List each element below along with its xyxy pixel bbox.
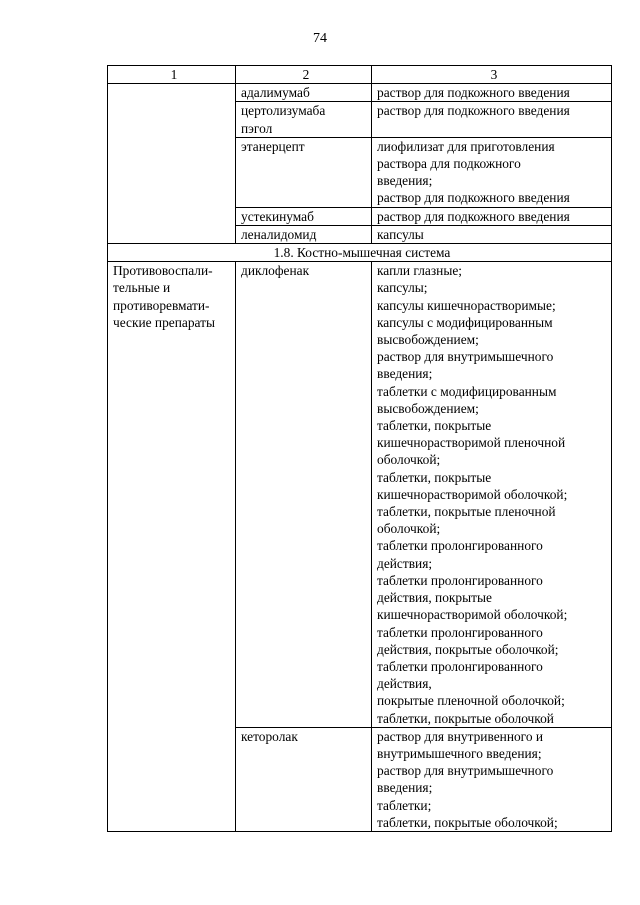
dosage-forms: раствор для подкожного введения — [377, 103, 570, 119]
drug-name: устекинумаб — [241, 208, 314, 224]
section-title: 1.8. Костно-мышечная система — [108, 244, 612, 262]
dosage-forms: раствор для подкожного введения — [377, 85, 570, 101]
drug-name: леналидомид — [241, 226, 317, 242]
drug-name-cell — [236, 102, 372, 137]
dosage-forms-cell — [372, 262, 612, 727]
drug-name-cell — [236, 207, 372, 225]
dosage-forms: капсулы — [377, 226, 424, 242]
group-name-cell — [108, 262, 236, 832]
dosage-forms-cell — [372, 727, 612, 831]
dosage-forms-cell — [372, 225, 612, 243]
table-row — [108, 84, 612, 102]
table-row — [108, 262, 612, 727]
drug-name: цертолизумаба пэгол — [241, 103, 326, 136]
dosage-forms-cell — [372, 137, 612, 207]
drug-name-cell — [236, 727, 372, 831]
drug-name: диклофенак — [241, 263, 310, 279]
group-name: Противовоспали- тельные и противоревмати- ческие препараты — [113, 263, 215, 330]
dosage-forms: лиофилизат для приготовления раствора для подкожного введения; раствор для подкожного введения — [377, 138, 570, 206]
column-header-2: 2 — [236, 66, 372, 84]
column-header-3: 3 — [372, 66, 612, 84]
column-header-1: 1 — [108, 66, 236, 84]
dosage-forms-cell — [372, 207, 612, 225]
group-cell-empty — [108, 84, 236, 244]
drug-name-cell — [236, 84, 372, 102]
dosage-forms: раствор для подкожного введения — [377, 208, 570, 224]
drug-name: адалимумаб — [241, 85, 310, 101]
dosage-forms: раствор для внутривенного и внутримышечного введения; раствор для внутримышечного введения; таблетки; таблетки, покрытые оболочкой; — [377, 728, 558, 830]
dosage-forms: капли глазные; капсулы; капсулы кишечнорастворимые; капсулы с модифицированным высвобождением; раствор для внутримышечного введения; таблетки с модифицированным высвобождением; таблетки, покрытые кишечнорастворимой пленочной оболочкой; таблетки, покрытые кишечнорастворимой оболочкой; таблетки, покрытые пленочной оболочкой; таблетки пролонгированного действия; таблетки пролонгированного действия, покрытые кишечнорастворимой оболочкой; таблетки пролонгированного действия, покрытые оболочкой; таблетки пролонгированного действия, покрытые пленочной оболочкой; таблетки, покрытые оболочкой — [377, 263, 568, 726]
drug-name-cell — [236, 262, 372, 727]
medication-table — [107, 65, 612, 832]
section-row — [108, 244, 612, 262]
drug-name: кеторолак — [241, 728, 298, 744]
dosage-forms-cell — [372, 102, 612, 137]
table-header-row — [108, 66, 612, 84]
drug-name-cell — [236, 225, 372, 243]
drug-name-cell — [236, 137, 372, 207]
page-number: 74 — [313, 31, 327, 46]
drug-name: этанерцепт — [241, 138, 305, 154]
dosage-forms-cell — [372, 84, 612, 102]
